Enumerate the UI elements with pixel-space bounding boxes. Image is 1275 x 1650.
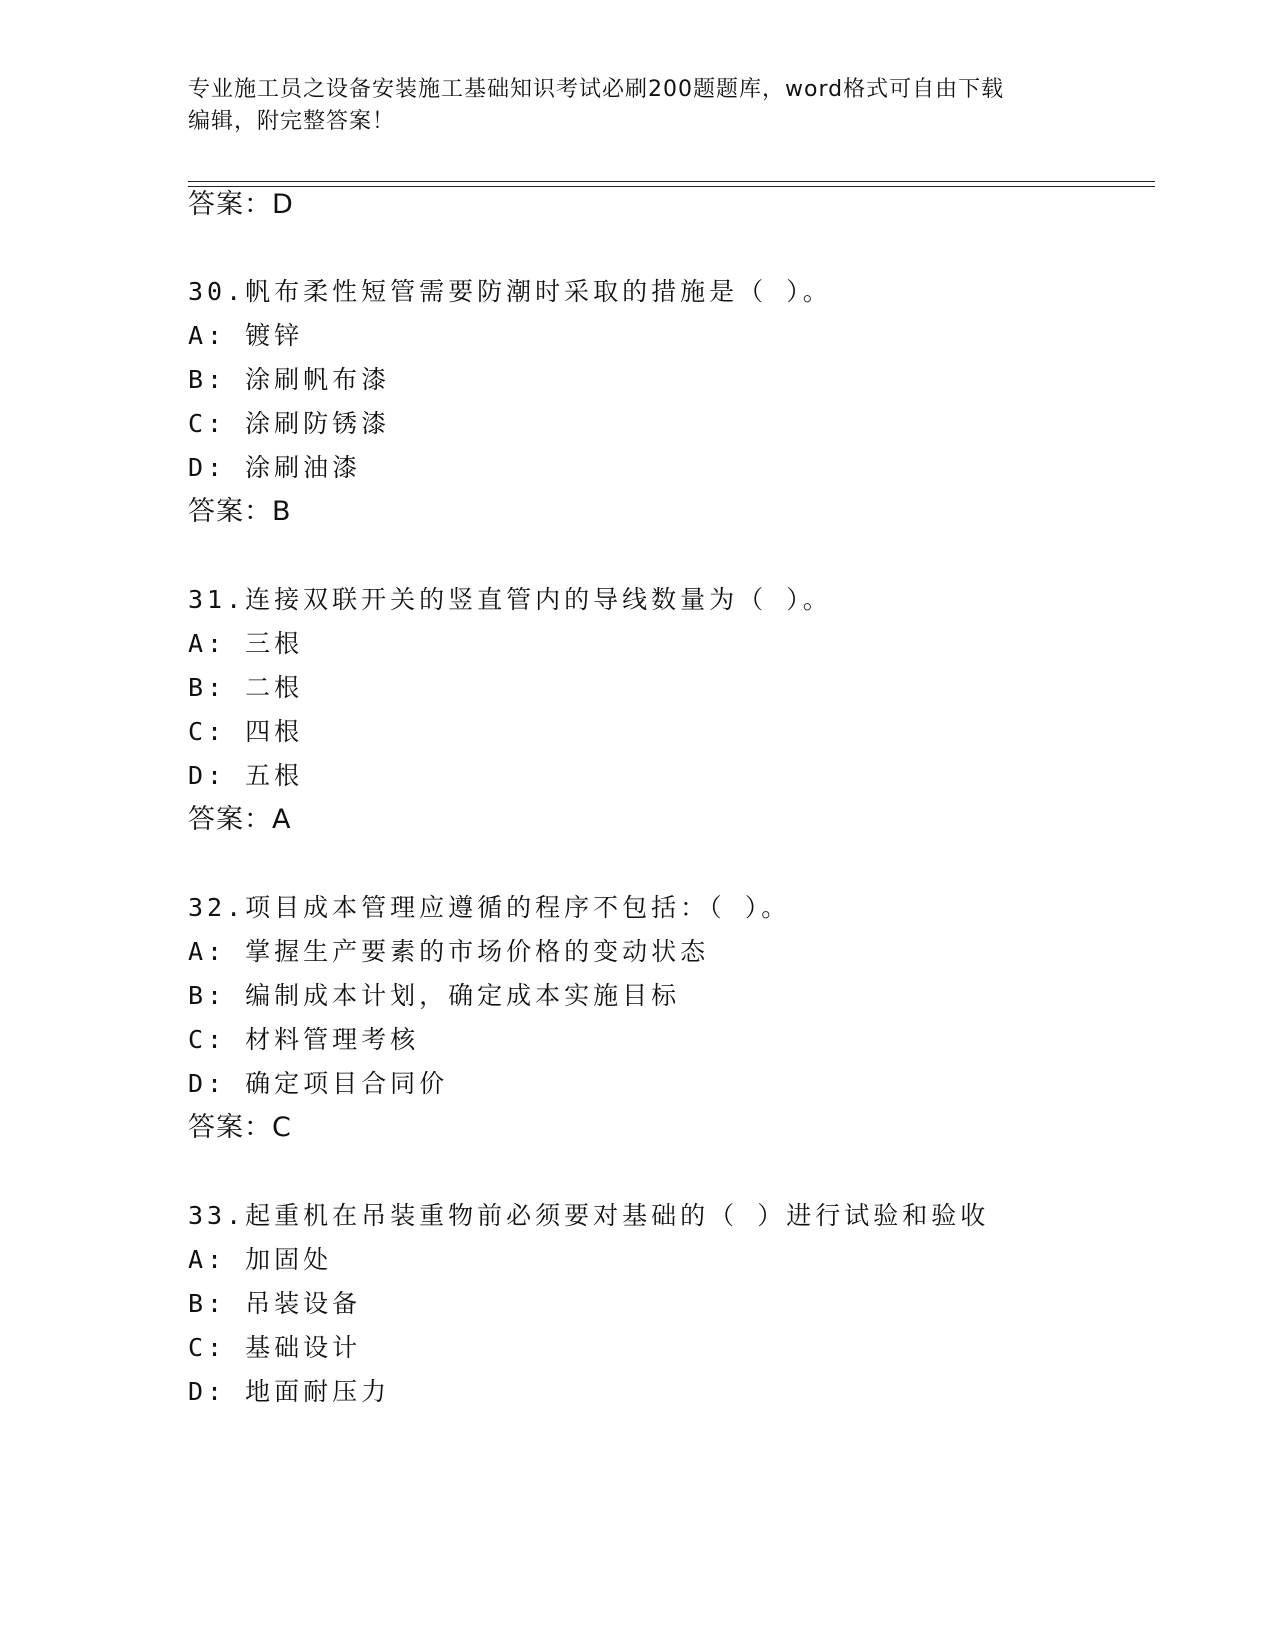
question-stem: 30.帆布柔性短管需要防潮时采取的措施是（ ）。 (188, 277, 832, 306)
document-header (188, 74, 1068, 138)
option-d: D: 涂刷油漆 (188, 453, 362, 482)
header-line-1: 专业施工员之设备安装施工基础知识考试必刷200题题库，word格式可自由下载 (188, 77, 1005, 102)
option-b: B: 编制成本计划，确定成本实施目标 (188, 981, 681, 1010)
option-c: C: 涂刷防锈漆 (188, 409, 391, 438)
question-stem: 32.项目成本管理应遵循的程序不包括：（ ）。 (188, 893, 791, 922)
option-a: A: 三根 (188, 629, 304, 658)
option-d: D: 五根 (188, 761, 304, 790)
header-divider-bottom (188, 186, 1155, 187)
option-a: A: 镀锌 (188, 321, 304, 350)
answer-line: 答案：D (188, 189, 294, 220)
answer-line: 答案：A (188, 804, 292, 835)
header-divider-top (188, 181, 1155, 182)
header-line-2: 编辑，附完整答案！ (188, 109, 396, 134)
option-d: D: 确定项目合同价 (188, 1069, 449, 1098)
option-a: A: 掌握生产要素的市场价格的变动状态 (188, 937, 710, 966)
option-b: B: 吊装设备 (188, 1289, 362, 1318)
option-c: C: 基础设计 (188, 1333, 362, 1362)
option-d: D: 地面耐压力 (188, 1377, 391, 1406)
option-b: B: 二根 (188, 673, 304, 702)
option-b: B: 涂刷帆布漆 (188, 365, 391, 394)
option-c: C: 四根 (188, 717, 304, 746)
question-stem: 33.起重机在吊装重物前必须要对基础的（ ）进行试验和验收 (188, 1201, 990, 1230)
option-c: C: 材料管理考核 (188, 1025, 420, 1054)
answer-line: 答案：B (188, 496, 292, 527)
question-stem: 31.连接双联开关的竖直管内的导线数量为（ ）。 (188, 585, 832, 614)
answer-line: 答案：C (188, 1112, 292, 1143)
option-a: A: 加固处 (188, 1245, 333, 1274)
